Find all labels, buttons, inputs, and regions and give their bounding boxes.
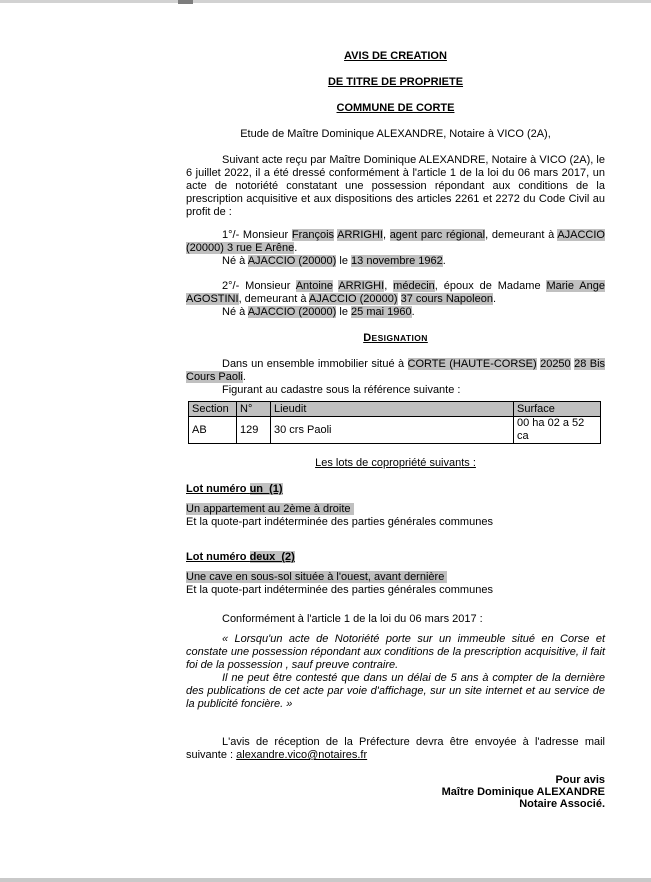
text-segment: AJACCIO (20000)	[247, 255, 337, 267]
signature-line-1: Pour avis	[555, 774, 605, 786]
text-segment: Marie Ange AGOSTINI	[186, 280, 605, 305]
cell-section: AB	[189, 417, 237, 444]
text-segment: un (1)	[249, 483, 283, 495]
lot-2-common-share: Et la quote-part indéterminée des parties générales communes	[186, 584, 493, 596]
document-content	[186, 50, 605, 810]
cell-numero: 129	[237, 417, 271, 444]
cadastre-table-header-row	[189, 402, 601, 417]
lot-2-title	[186, 551, 605, 564]
designation-heading	[186, 332, 605, 345]
text-segment: .	[411, 306, 415, 318]
text-segment: deux (2)	[249, 551, 295, 563]
signature-block	[186, 774, 605, 810]
table-header-numero: N°	[237, 402, 271, 417]
text-segment: AJACCIO (20000) 3 rue E Arêne	[186, 229, 605, 254]
text-segment: 28 Bis Cours Paoli	[186, 358, 606, 383]
text-segment: CORTE (HAUTE-CORSE)	[407, 358, 537, 370]
law-quote-paragraph-1: « Lorsqu'un acte de Notoriété porte sur un immeuble situé en Corse et constate une possession répondant aux conditions de la prescription acquisitive, il fait foi de la possession , sauf preuve contraire.	[186, 633, 605, 671]
text-segment: 37 cours Napoleon	[400, 293, 493, 305]
text-segment: ARRIGHI	[337, 229, 383, 241]
property-location-block	[186, 358, 605, 397]
person-2-birth	[186, 306, 605, 319]
text-segment: 2°/- Monsieur	[222, 280, 296, 292]
text-segment: Antoine	[295, 280, 334, 292]
text-segment: Né à	[222, 255, 248, 267]
cell-surface: 00 ha 02 a 52 ca	[514, 417, 601, 444]
text-segment: Une cave en sous-sol située à l'ouest, avant dernière	[186, 571, 448, 583]
title-line-1: AVIS DE CREATION	[344, 50, 447, 62]
text-segment: , demeurant à	[485, 229, 558, 241]
person-2-identity	[186, 280, 605, 306]
text-segment: ,	[382, 229, 390, 241]
text-segment: Né à	[222, 306, 248, 318]
cell-lieudit: 30 crs Paoli	[271, 417, 514, 444]
property-location-paragraph	[186, 358, 605, 384]
viewer-bottom-edge	[0, 878, 651, 882]
lot-1-title	[186, 483, 605, 496]
designation-rest: ESIGNATION	[371, 333, 428, 343]
text-segment: Lot numéro	[186, 483, 250, 495]
title-line-2: DE TITRE DE PROPRIETE	[327, 76, 464, 88]
cadastre-table-row	[189, 417, 601, 444]
text-segment: le	[336, 255, 352, 267]
text-segment: agent parc régional	[389, 229, 486, 241]
table-header-section: Section	[189, 402, 237, 417]
text-segment: 20250	[540, 358, 571, 370]
cadastre-intro-line: Figurant au cadastre sous la référence suivante :	[222, 384, 461, 396]
text-segment: , demeurant à	[238, 293, 309, 305]
text-segment: le	[336, 306, 352, 318]
lot-2-description	[186, 571, 605, 584]
lots-section-heading: Les lots de copropriété suivants :	[315, 457, 476, 469]
signature-line-2: Maître Dominique ALEXANDRE	[441, 786, 605, 798]
text-segment: L'avis de réception de la Préfecture devra être envoyée à l'adresse mail suivante :	[186, 736, 605, 761]
text-segment: Dans un ensemble immobilier situé à	[222, 358, 408, 370]
lot-1-common-share: Et la quote-part indéterminée des parties générales communes	[186, 516, 493, 528]
person-1-identity	[186, 229, 605, 255]
viewer-top-marker	[178, 0, 193, 4]
text-segment: 1°/- Monsieur	[222, 229, 292, 241]
text-segment: .	[442, 255, 446, 267]
table-header-surface: Surface	[514, 402, 601, 417]
text-segment: médecin	[393, 280, 435, 292]
intro-paragraph: Suivant acte reçu par Maître Dominique ALEXANDRE, Notaire à VICO (2A), le 6 juillet 2022, il a été dressé conformément à l'article 1 de la loi du 06 mars 2017, un acte de notoriété constatant une possession répondant aux conditions de la prescription acquisitive et aux dispositions des articles 2261 et 2272 du Code Civil au profit de :	[186, 154, 605, 218]
person-2-block	[186, 280, 605, 319]
text-segment: 13 novembre 1962	[351, 255, 443, 267]
designation-heading-text	[363, 332, 428, 344]
law-quote-paragraph-2: Il ne peut être contesté que dans un délai de 5 ans à compter de la dernière des publications de cet acte par voie d'affichage, sur un site internet et au service de la publicité foncière. »	[186, 672, 605, 710]
text-segment: Lot numéro	[186, 551, 250, 563]
prefecture-mail-paragraph	[186, 736, 605, 762]
viewer-top-edge	[0, 0, 651, 3]
law-quote-block	[186, 633, 605, 711]
person-1-block	[186, 229, 605, 268]
text-segment: 25 mai 1960	[351, 306, 412, 318]
person-1-birth	[186, 255, 605, 268]
text-segment: , époux de Madame	[434, 280, 547, 292]
email-link[interactable]: alexandre.vico@notaires.fr	[236, 749, 368, 761]
cadastre-table	[188, 401, 601, 444]
text-segment: François	[291, 229, 335, 241]
notary-office-line: Etude de Maître Dominique ALEXANDRE, Notaire à VICO (2A),	[240, 128, 551, 140]
signature-line-3: Notaire Associé.	[519, 798, 605, 810]
lot-1-description	[186, 503, 605, 516]
text-segment: .	[294, 242, 298, 254]
text-segment: .	[242, 371, 246, 383]
text-segment: AJACCIO (20000)	[308, 293, 398, 305]
text-segment: ,	[384, 280, 394, 292]
text-segment: ARRIGHI	[338, 280, 385, 292]
text-segment: Un appartement au 2ème à droite	[186, 503, 354, 515]
lot-2-block	[186, 551, 605, 597]
text-segment: AJACCIO (20000)	[247, 306, 337, 318]
title-line-3: COMMUNE DE CORTE	[336, 102, 455, 114]
table-header-lieudit: Lieudit	[271, 402, 514, 417]
designation-initial: D	[363, 332, 372, 344]
text-segment: .	[492, 293, 497, 305]
law-reference-line: Conformément à l'article 1 de la loi du 06 mars 2017 :	[222, 613, 483, 625]
lot-1-block	[186, 483, 605, 529]
